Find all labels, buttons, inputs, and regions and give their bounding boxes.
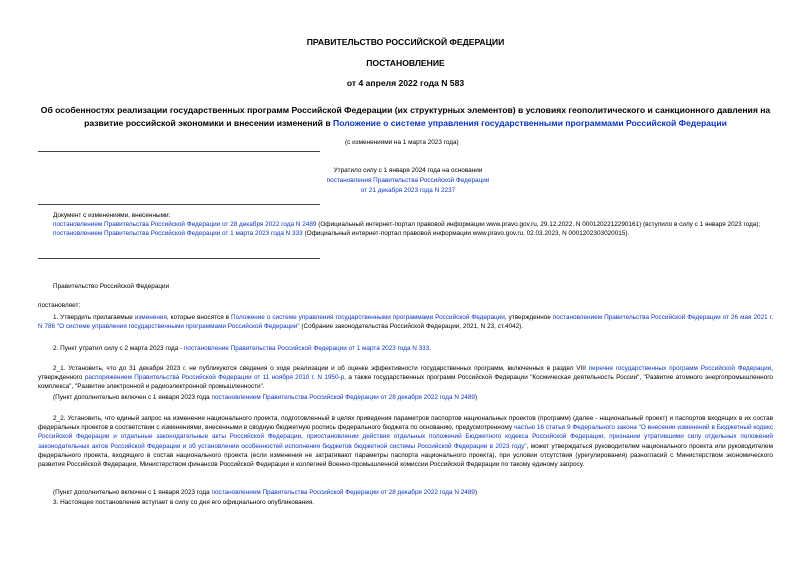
divider xyxy=(38,258,320,259)
divider xyxy=(38,204,320,205)
p21-note-link[interactable]: постановлением Правительства Российской Федерации от 28 декабря 2022 года N 2489 xyxy=(211,394,475,401)
paragraph-2-1-note xyxy=(38,393,773,402)
p2-text-a: 2. Пункт утратил силу с 2 марта 2023 года - xyxy=(53,345,184,352)
changes-item-2-text: (Официальный интернет-портал правовой информации www.pravo.gov.ru, 02.03.2023, N 0001202303020015). xyxy=(302,230,630,238)
p21-link-order-1950[interactable]: распоряжением Правительства Российской Федерации от 11 ноября 2010 г. N 1950-р xyxy=(84,374,345,382)
p1-text-a: 1. Утвердить прилагаемые xyxy=(53,314,135,321)
changes-item-2 xyxy=(38,229,773,238)
government-heading: ПРАВИТЕЛЬСТВО РОССИЙСКОЙ ФЕДЕРАЦИИ xyxy=(306,37,505,47)
p2-text-b: . xyxy=(429,345,432,352)
paragraph-2 xyxy=(38,344,773,353)
changes-item-1-text: (Официальный интернет-портал правовой информации www.pravo.gov.ru, 29.12.2022, N 0001202212290161) (вступило в силу с 1 января 2023 года); xyxy=(316,221,761,229)
p22-text-b: , может утверждаться руководителем национального проекта или руководителем федерального проекта, входящего в состав национального проекта (если изменения не затрагивают параметры паспорта национального проекта), при условии отсутствия (урегулирования) разногласий с Министерством экономического развития Российской Федерации, Министерством финансов Российской Федерации и коллегией Военно-промышленной комиссии Российской Федерации по такому единому запросу. xyxy=(38,442,773,469)
changes-block xyxy=(38,211,773,239)
paragraph-2-2-note xyxy=(38,488,773,497)
p22-note-link[interactable]: постановлением Правительства Российской Федерации от 28 декабря 2022 года N 2489 xyxy=(211,489,475,496)
p21-link-program-list[interactable]: перечня государственных программ Российской Федерации xyxy=(588,365,772,372)
changes-item-2-link[interactable]: постановлением Правительства Российской Федерации от 1 марта 2023 года N 333 xyxy=(53,230,303,238)
p1-link-changes[interactable]: изменения xyxy=(134,314,167,321)
p1-text-b: , которые вносятся в xyxy=(166,314,232,321)
revision-note: (с изменениями на 1 марта 2023 года) xyxy=(345,139,459,146)
paragraph-2-1 xyxy=(38,364,773,392)
p1-text-d: (Собрание законодательства Российской Федерации, 2021, N 23, ст.4042). xyxy=(299,323,524,331)
p22-note-text-a: (Пункт дополнительно включен с 1 января 2023 года xyxy=(53,489,212,496)
p22-note-text-b: ) xyxy=(474,489,478,496)
title-regulation-link[interactable]: Положение о системе управления государственными программами Российской Федерации xyxy=(333,117,727,128)
paragraph-3: 3. Настоящее постановление вступает в силу со дня его официального опубликования. xyxy=(53,499,315,506)
changes-item-1-link[interactable]: постановлением Правительства Российской Федерации от 28 декабря 2022 года N 2489 xyxy=(53,221,317,229)
decrees-word: постановляет: xyxy=(38,302,81,309)
p1-link-decree-786[interactable]: постановлением Правительства Российской Федерации от 26 мая 2021 г. N 786 "О системе управления государственными программами Российской Федерации" xyxy=(38,314,773,331)
expiry-link-decree[interactable]: постановления Правительства Российской Федерации xyxy=(326,177,490,184)
p21-note-text-b: ) xyxy=(474,394,478,401)
p2-link-decree-333[interactable]: постановление Правительства Российской Федерации от 1 марта 2023 года N 333 xyxy=(183,345,430,352)
paragraph-1 xyxy=(38,313,773,331)
p21-note-text-a: (Пункт дополнительно включен с 1 января 2023 года xyxy=(53,394,212,401)
expiry-line: Утратило силу с 1 января 2024 года на основании xyxy=(333,167,483,174)
p21-text-b: , утвержденного xyxy=(38,365,773,382)
document-title xyxy=(38,104,773,129)
date-number-heading: от 4 апреля 2022 года N 583 xyxy=(346,78,465,88)
changes-intro: Документ с изменениями, внесенными: xyxy=(53,212,171,219)
p21-text-c: , а также государственных программ Российской Федерации "Космическая деятельность России", "Развитие атомного энергопромышленного комплекса", "Развитие электронной и радиоэлектронной промышленности". xyxy=(38,374,773,391)
issuer: Правительство Российской Федерации xyxy=(53,283,170,290)
expiry-link-date[interactable]: от 21 декабря 2023 года N 2237 xyxy=(360,187,456,194)
p22-text-a: 2_2. Установить, что единый запрос на изменение национального проекта, подготовленный в целях приведения параметров паспортов национальных проектов (программ) (далее - национальный проект) и паспортов входящих в их состав федеральных проектов в соответствии с изменениями, внесенными в сводную бюджетную роспись федерального бюджета по основанию, предусмотренному xyxy=(38,415,773,432)
paragraph-2-2 xyxy=(38,414,773,469)
expiry-note xyxy=(238,166,578,196)
title-text: Об особенностях реализации государственных программ Российской Федерации (их структурных элементов) в условиях геополитического и санкционного давления на развитие российской экономики и внесении изменений в xyxy=(40,105,771,128)
p21-text-a: 2_1. Установить, что до 31 декабря 2023 г. не публикуются сведения о ходе реализации и об оценке эффективности государственных программ, включенных в раздел VIII xyxy=(53,365,589,372)
divider xyxy=(38,151,320,152)
p1-link-regulation[interactable]: Положение о системе управления государственными программами Российской Федерации xyxy=(231,314,505,321)
changes-item-1 xyxy=(38,220,773,229)
p1-text-c: , утвержденное xyxy=(504,314,553,321)
doc-type-heading: ПОСТАНОВЛЕНИЕ xyxy=(366,58,445,68)
p22-link-federal-law[interactable]: частью 16 статьи 9 Федерального закона "О внесении изменений в Бюджетный кодекс Российской Федерации и отдельные законодательные акты Российской Федерации, приостановлении действия отдельных положений Бюджетного кодекса Российской Федерации, признании утратившими силу отдельных положений законодательных актов Российской Федерации и об установлении особенностей исполнения бюджетов бюджетной системы Российской Федерации в 2023 году" xyxy=(38,424,773,450)
